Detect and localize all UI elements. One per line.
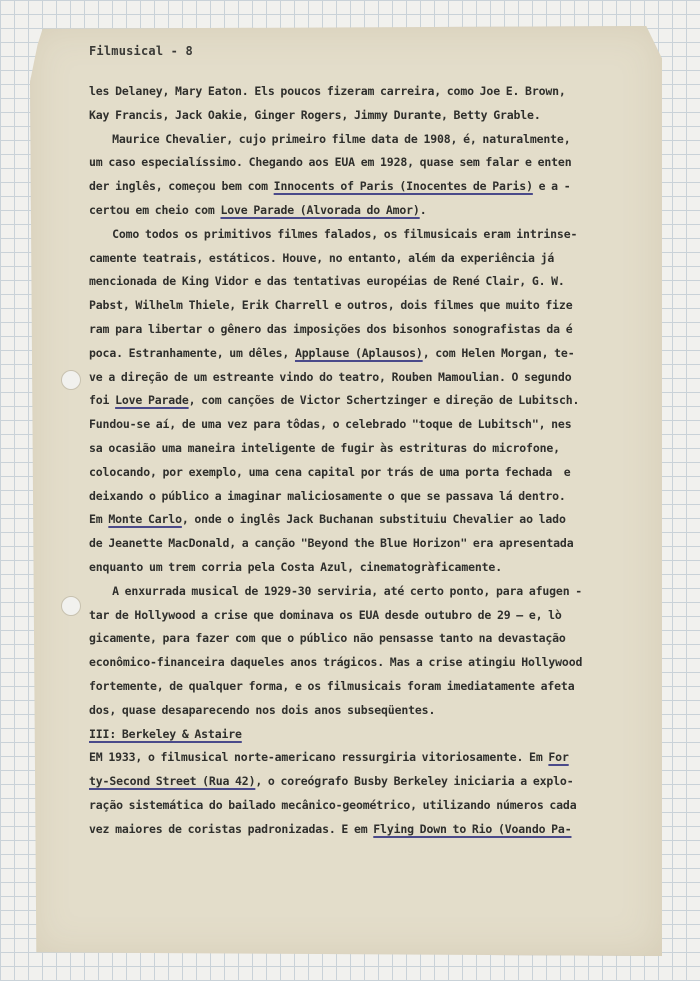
text-run: ram para libertar o gênero das imposições dos bisonhos sonografistas da é <box>89 321 573 336</box>
text-run: EM 1933, o filmusical norte-americano ressurgiria vitoriosamente. Em <box>89 750 549 765</box>
text-line <box>89 199 637 223</box>
text-line <box>89 580 637 604</box>
text-line <box>89 651 637 675</box>
text-line <box>89 104 637 128</box>
text-run: ração sistemática do bailado mecânico-geométrico, utilizando números cada <box>89 797 577 812</box>
underlined-title: Love Parade (Alvorada do Amor) <box>220 202 420 217</box>
text-run: deixando o público a imaginar maliciosamente o que se passava lá dentro. <box>89 488 566 503</box>
text-run: e a - <box>532 179 571 194</box>
text-run: colocando, por exemplo, uma cena capital por trás de uma porta fechada e <box>89 464 571 479</box>
text-run: econômico-financeira daqueles anos trágicos. Mas a crise atingiu Hollywood <box>89 655 583 670</box>
text-run: A enxurrada musical de 1929-30 serviria, até certo ponto, para afugen - <box>89 583 583 598</box>
text-line <box>89 151 637 175</box>
text-line <box>89 485 637 509</box>
text-run: . <box>419 202 427 217</box>
text-run: vez maiores de coristas padronizadas. E em <box>89 821 374 836</box>
text-line <box>89 318 637 342</box>
text-run: Pabst, Wilhelm Thiele, Erik Charrell e outros, dois filmes que muito fize <box>89 298 573 313</box>
underlined-title: ty-Second Street (Rua 42) <box>89 774 256 789</box>
punch-hole-upper <box>61 370 81 390</box>
text-run: , com Helen Morgan, te- <box>422 345 575 360</box>
text-line <box>89 604 637 628</box>
punch-hole-lower <box>61 596 81 616</box>
text-run: Fundou-se aí, de uma vez para tôdas, o celebrado "toque de Lubitsch", nes <box>89 417 572 432</box>
text-run: , o coreógrafo Busby Berkeley iniciaria a explo- <box>255 774 574 789</box>
text-run: sa ocasião uma maneira inteligente de fugir às estrituras do microfone, <box>89 440 560 455</box>
text-run: Em <box>89 512 109 527</box>
text-line <box>89 270 637 294</box>
text-run: Como todos os primitivos filmes falados, os filmusicais eram intrinse- <box>89 226 578 241</box>
text-line <box>89 294 637 318</box>
text-line <box>89 746 637 770</box>
text-run: , com canções de Victor Schertzinger e direção de Lubitsch. <box>188 393 580 408</box>
text-run: camente teatrais, estáticos. Houve, no entanto, além da experiência já <box>89 250 555 265</box>
text-line <box>89 437 637 461</box>
text-line <box>89 818 637 842</box>
text-line <box>89 532 637 556</box>
text-run: , onde o inglês Jack Buchanan substituiu Chevalier ao lado <box>181 512 566 527</box>
text-line <box>89 675 637 699</box>
underlined-title: III: Berkeley & Astaire <box>89 726 242 741</box>
text-line <box>89 247 637 271</box>
text-line <box>89 508 637 532</box>
text-run: dos, quase desaparecendo nos dois anos subseqüentes. <box>89 702 436 717</box>
underlined-title: Flying Down to Rio (Voando Pa- <box>373 821 572 836</box>
text-run: tar de Hollywood a crise que dominava os EUA desde outubro de 29 — e, lò <box>89 607 562 622</box>
underlined-title: Love Parade <box>115 393 189 408</box>
text-run: Kay Francis, Jack Oakie, Ginger Rogers, Jimmy Durante, Betty Grable. <box>89 107 541 122</box>
text-line <box>89 461 637 485</box>
text-line <box>89 413 637 437</box>
text-line <box>89 223 637 247</box>
text-run: de Jeanette MacDonald, a canção "Beyond the Blue Horizon" era apresentada <box>89 536 574 551</box>
text-run: um caso especialíssimo. Chegando aos EUA em 1928, quase sem falar e enten <box>89 155 572 170</box>
underlined-title: Innocents of Paris (Inocentes de Paris) <box>273 179 533 194</box>
underlined-title: Monte Carlo <box>108 512 182 527</box>
text-line <box>89 556 637 580</box>
text-line <box>89 770 637 794</box>
text-line <box>89 627 637 651</box>
text-line <box>89 794 637 818</box>
text-line <box>89 175 637 199</box>
text-run: poca. Estranhamente, um dêles, <box>89 345 295 360</box>
underlined-title: For <box>548 750 569 765</box>
page-header: Filmusical - 8 <box>89 44 193 58</box>
text-line <box>89 723 637 747</box>
text-run: certou em cheio com <box>89 202 221 217</box>
text-run: fortemente, de qualquer forma, e os filmusicais foram imediatamente afeta <box>89 678 575 693</box>
text-run: Maurice Chevalier, cujo primeiro filme data de 1908, é, naturalmente, <box>89 131 571 146</box>
text-run: enquanto um trem corria pela Costa Azul, cinematogràficamente. <box>89 559 502 574</box>
text-run: ve a direção de um estreante vindo do teatro, Rouben Mamoulian. O segundo <box>89 369 572 384</box>
text-run: der inglês, começou bem com <box>89 179 274 194</box>
text-line <box>89 699 637 723</box>
text-line <box>89 366 637 390</box>
text-run: mencionada de King Vidor e das tentativas européias de René Clair, G. W. <box>89 274 565 289</box>
text-run: gicamente, para fazer com que o público não pensasse tanto na devastação <box>89 631 566 646</box>
text-line <box>89 128 637 152</box>
text-line <box>89 342 637 366</box>
text-line <box>89 389 637 413</box>
typed-body-text <box>89 80 637 842</box>
text-line <box>89 80 637 104</box>
text-run: les Delaney, Mary Eaton. Els poucos fizeram carreira, como Joe E. Brown, <box>89 84 566 98</box>
text-run: foi <box>89 393 116 408</box>
underlined-title: Applause (Aplausos) <box>294 345 423 360</box>
